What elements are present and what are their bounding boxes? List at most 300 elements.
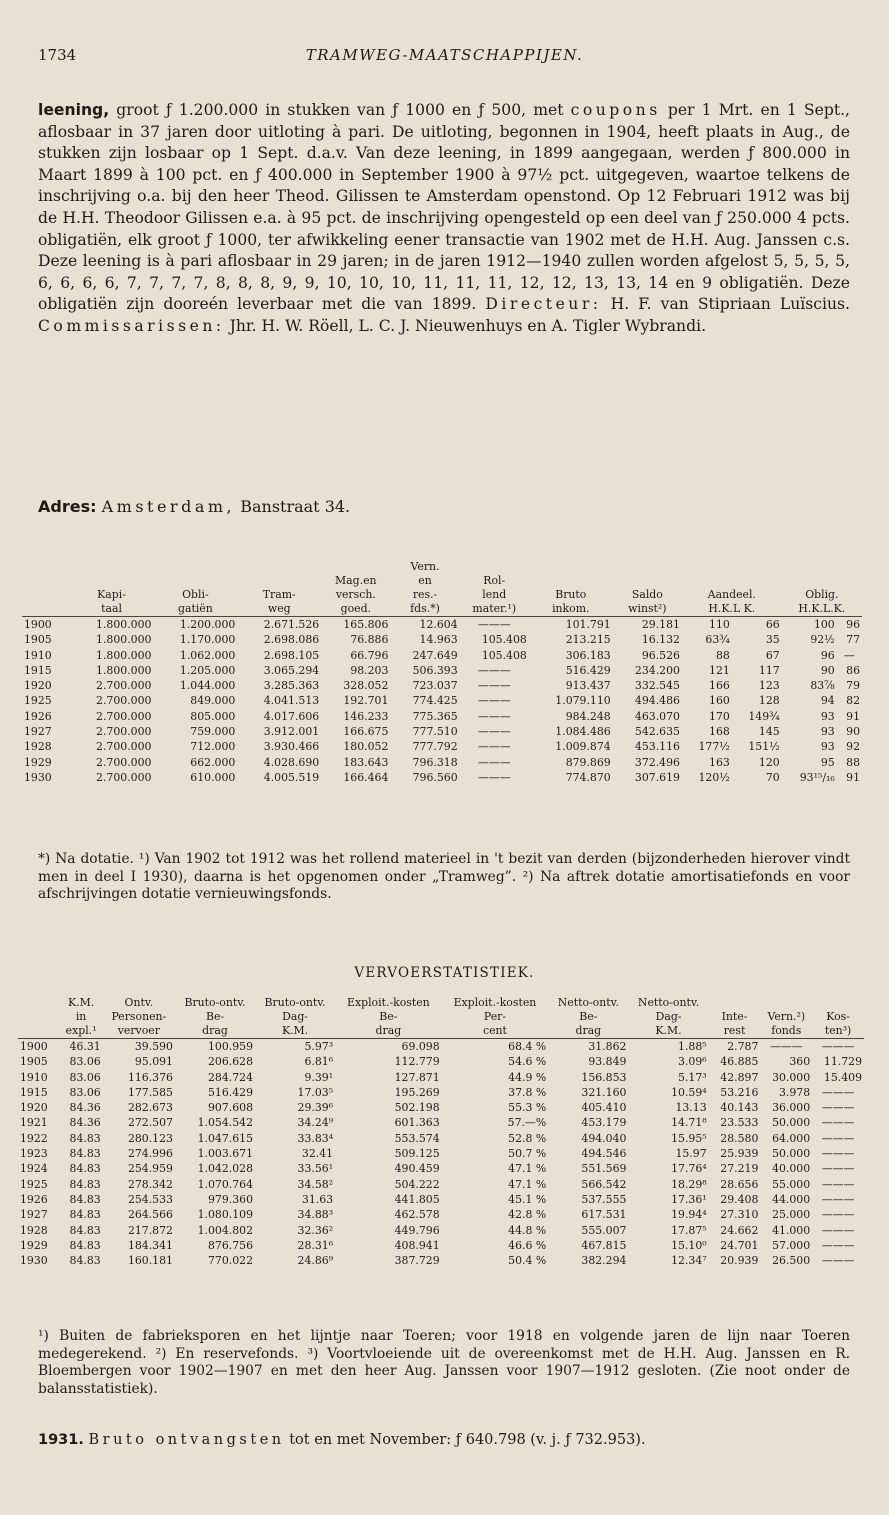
table-cell: 91: [846, 770, 860, 784]
table-cell: 777.510: [412, 725, 458, 739]
table-cell: 1.044.000: [179, 679, 236, 693]
table-cell: 2.700.000: [96, 709, 152, 723]
table-cell: 1.084.486: [555, 725, 611, 739]
table-cell: 542.635: [634, 725, 680, 739]
table-cell: 18.29⁸: [671, 1177, 707, 1191]
table-cell: 46.885: [720, 1055, 759, 1069]
table-cell: 494.546: [581, 1147, 627, 1161]
table-cell: 46.31: [69, 1040, 101, 1053]
table-cell: 3.09⁶: [678, 1055, 707, 1069]
table-cell: 254.959: [127, 1162, 173, 1176]
table-cell: 441.805: [394, 1192, 440, 1206]
row-year: 1915: [24, 663, 52, 677]
footer-spaced: Bruto ontvangsten: [88, 1432, 285, 1448]
table-cell: 4.005.519: [263, 770, 320, 784]
table-cell: 1.170.000: [179, 633, 236, 647]
table-cell: 254.533: [127, 1192, 173, 1206]
table-cell: 28.580: [720, 1131, 759, 1145]
table-cell: 91: [846, 709, 860, 723]
balance_table-column-header: Saldo winst²): [613, 560, 682, 617]
table-cell: 76.886: [350, 633, 389, 647]
table-cell: 1.800.000: [96, 663, 152, 677]
footer-lead: 1931.: [38, 1432, 84, 1448]
traffic_table-row: [18, 1070, 864, 1085]
table-cell: ———: [821, 1162, 855, 1176]
table-cell: 95: [820, 755, 835, 769]
table-cell: 502.198: [394, 1101, 440, 1115]
table-cell: 307.619: [634, 770, 680, 784]
table-cell: 24.86⁹: [297, 1254, 334, 1268]
table-cell: 1.88⁵: [678, 1040, 707, 1053]
balance-table-body: [22, 617, 862, 786]
table-cell: 180.052: [343, 740, 389, 754]
table-cell: 5.17³: [678, 1070, 707, 1084]
table-cell: 83.06: [69, 1070, 101, 1084]
table-cell: 33.83⁴: [297, 1131, 334, 1145]
traffic_table-column-header: Kos- ten³): [812, 996, 864, 1039]
row-year: 1910: [20, 1070, 48, 1084]
table-cell: 100: [813, 618, 835, 631]
table-cell: 50.000: [772, 1147, 811, 1161]
table-cell: 14.71⁸: [671, 1116, 707, 1130]
table-cell: 879.869: [565, 755, 611, 769]
traffic-section-title: VERVOERSTATISTIEK.: [354, 965, 535, 981]
table-cell: 490.459: [394, 1162, 440, 1176]
table-cell: 96.526: [641, 648, 680, 662]
table-cell: 79: [846, 679, 860, 693]
table-cell: 96: [820, 648, 835, 662]
row-year: 1920: [24, 679, 52, 693]
table-cell: 774.425: [412, 694, 458, 708]
traffic-table-body: [18, 1039, 864, 1269]
table-cell: 120: [758, 755, 780, 769]
table-cell: 77: [846, 633, 860, 647]
table-cell: 3.978: [778, 1085, 811, 1099]
table-cell: 10.59⁴: [671, 1085, 707, 1099]
table-cell: 166: [709, 679, 730, 693]
table-cell: 566.542: [581, 1177, 627, 1191]
traffic_table-column-header: K.M. in expl.¹: [59, 996, 102, 1039]
table-cell: 170: [709, 709, 730, 723]
table-cell: 1.800.000: [96, 648, 152, 662]
table-cell: 408.941: [394, 1238, 440, 1252]
table-cell: ———: [821, 1254, 855, 1268]
table-cell: 2.700.000: [96, 740, 152, 754]
page-number: 1734: [38, 46, 77, 64]
table-cell: 284.724: [207, 1070, 254, 1084]
table-cell: 2.671.526: [263, 618, 320, 631]
table-cell: 462.578: [394, 1208, 440, 1222]
table-cell: 5.97³: [304, 1040, 334, 1053]
loan-spaced-1: coupons: [570, 101, 661, 119]
table-cell: 463.070: [634, 709, 680, 723]
table-cell: 1.047.615: [197, 1131, 254, 1145]
table-cell: 17.36¹: [671, 1192, 707, 1206]
table-cell: 95.091: [134, 1055, 173, 1069]
traffic_table-row: [18, 1100, 864, 1115]
balance_table-row: [22, 678, 862, 693]
traffic_table-column-header: Ontv. Personen- vervoer: [103, 996, 175, 1039]
table-cell: 272.507: [127, 1116, 173, 1130]
table-cell: 282.673: [127, 1101, 173, 1115]
table-cell: 92: [846, 740, 860, 754]
table-cell: ———: [821, 1238, 855, 1252]
table-cell: 149¾: [748, 709, 780, 723]
traffic_table-column-header: Bruto-ontv. Dag- K.M.: [255, 996, 335, 1039]
table-cell: 54.6 %: [508, 1055, 547, 1069]
balance_table-row: [22, 770, 862, 785]
table-cell: 1.054.542: [197, 1116, 254, 1130]
table-cell: 82: [846, 694, 860, 708]
table-cell: 35: [765, 633, 780, 647]
address-street: Banstraat 34.: [235, 497, 351, 516]
row-year: 1900: [24, 618, 52, 631]
table-cell: 37.8 %: [508, 1085, 547, 1099]
table-cell: 984.248: [565, 709, 611, 723]
table-cell: 2.698.086: [263, 633, 320, 647]
table-cell: 3.065.294: [263, 663, 320, 677]
loan-paragraph: [38, 100, 850, 338]
table-cell: 796.318: [412, 755, 458, 769]
table-cell: 92½: [810, 633, 835, 647]
table-cell: 34.88³: [297, 1208, 334, 1222]
table-cell: 662.000: [190, 755, 236, 769]
table-cell: 2.698.105: [263, 648, 320, 662]
table-cell: 274.996: [127, 1147, 173, 1161]
table-cell: 979.360: [207, 1192, 254, 1206]
running-title: TRAMWEG-MAATSCHAPPIJEN.: [305, 46, 584, 64]
table-cell: 93: [820, 725, 835, 739]
table-cell: —: [843, 648, 855, 662]
table-cell: 112.779: [394, 1055, 440, 1069]
traffic_table-column-header: Exploit.-kosten Be- drag: [335, 996, 442, 1039]
table-cell: 93: [820, 740, 835, 754]
table-cell: 184.341: [127, 1238, 173, 1252]
table-cell: 537.555: [581, 1192, 627, 1206]
table-cell: 67: [765, 648, 780, 662]
row-year: 1900: [20, 1040, 48, 1053]
loan-spaced-2: Directeur:: [485, 295, 602, 314]
table-cell: 42.8 %: [508, 1208, 547, 1222]
table-cell: 47.1 %: [508, 1162, 547, 1176]
table-cell: 123: [758, 679, 780, 693]
table-cell: 555.007: [581, 1223, 627, 1237]
table-cell: 192.701: [343, 694, 389, 708]
traffic_table-row: [18, 1054, 864, 1069]
table-cell: 770.022: [207, 1254, 254, 1268]
table-cell: 25.939: [720, 1147, 759, 1161]
table-cell: 805.000: [190, 709, 236, 723]
table-cell: 52.8 %: [508, 1131, 547, 1145]
table-cell: 24.662: [720, 1223, 759, 1237]
table-cell: 30.000: [772, 1070, 811, 1084]
table-cell: 516.429: [207, 1085, 254, 1099]
table-cell: 34.58²: [297, 1177, 334, 1191]
table-cell: 25.000: [772, 1208, 811, 1222]
table-cell: 57.000: [772, 1238, 811, 1252]
row-year: 1921: [20, 1116, 48, 1130]
table-cell: 101.791: [565, 618, 611, 631]
row-year: 1930: [24, 770, 52, 784]
row-year: 1920: [20, 1101, 48, 1115]
table-cell: 551.569: [581, 1162, 627, 1176]
table-cell: 494.486: [634, 694, 680, 708]
table-cell: 64.000: [772, 1131, 811, 1145]
table-cell: 913.437: [565, 679, 611, 693]
table-cell: 66: [765, 618, 780, 631]
table-cell: 453.179: [581, 1116, 627, 1130]
balance_table-row: [22, 724, 862, 739]
balance_table-row: [22, 663, 862, 678]
table-cell: 206.628: [207, 1055, 254, 1069]
address-city: Amsterdam,: [101, 497, 236, 516]
table-cell: 2.700.000: [96, 694, 152, 708]
table-cell: ———: [477, 725, 511, 739]
table-cell: 84.36: [69, 1101, 101, 1115]
table-cell: 165.806: [343, 618, 389, 631]
table-cell: ———: [769, 1040, 803, 1053]
table-cell: 234.200: [634, 663, 680, 677]
table-cell: 17.76⁴: [671, 1162, 707, 1176]
table-cell: 116.376: [127, 1070, 173, 1084]
table-cell: 33.56¹: [297, 1162, 334, 1176]
balance_table-row: [22, 693, 862, 708]
table-cell: 775.365: [412, 709, 458, 723]
table-cell: 84.83: [69, 1162, 101, 1176]
table-cell: 29.181: [641, 618, 680, 631]
table-cell: 506.393: [412, 663, 458, 677]
table-cell: 328.052: [343, 679, 389, 693]
address-line: [38, 497, 350, 516]
row-year: 1927: [20, 1208, 48, 1222]
table-cell: 42.897: [720, 1070, 759, 1084]
traffic-table-header: [18, 996, 864, 1039]
row-year: 1926: [24, 709, 52, 723]
balance_table-column-header: Aandeel. H.K.L K.: [682, 560, 782, 617]
traffic_table-column-header: Bruto-ontv. Be- drag: [175, 996, 255, 1039]
table-cell: 44.8 %: [508, 1223, 547, 1237]
table-cell: 29.39⁶: [297, 1101, 334, 1115]
balance_table-row: [22, 632, 862, 647]
table-cell: 84.83: [69, 1177, 101, 1191]
loan-text-3: H. F. van Stipriaan Luïscius.: [601, 295, 850, 314]
table-cell: 90: [846, 725, 860, 739]
traffic_table-row: [18, 1115, 864, 1130]
traffic_table-column-header: Netto-ontv. Dag- K.M.: [628, 996, 708, 1039]
table-cell: 11.729: [823, 1055, 862, 1069]
table-cell: 93: [820, 709, 835, 723]
table-cell: 332.545: [634, 679, 680, 693]
traffic_table-row: [18, 1192, 864, 1207]
table-cell: 16.132: [641, 633, 680, 647]
table-cell: 382.294: [581, 1254, 627, 1268]
table-cell: 4.017.606: [263, 709, 320, 723]
row-year: 1928: [20, 1223, 48, 1237]
table-cell: 494.040: [581, 1131, 627, 1145]
table-cell: 55.3 %: [508, 1101, 547, 1115]
table-cell: 160: [709, 694, 730, 708]
table-cell: 57.—%: [507, 1116, 547, 1130]
table-cell: 83⅞: [810, 679, 835, 693]
balance_table-column-header: Vern. en res.- fds.*): [390, 560, 459, 617]
table-cell: 27.310: [720, 1208, 759, 1222]
balance_table-column-header: Tram- weg: [237, 560, 321, 617]
table-cell: 24.701: [720, 1238, 759, 1252]
table-cell: 20.939: [720, 1254, 759, 1268]
table-cell: 100.959: [207, 1040, 254, 1053]
row-year: 1923: [20, 1147, 48, 1161]
table-cell: ———: [821, 1208, 855, 1222]
table-cell: 14.963: [419, 633, 458, 647]
table-cell: 41.000: [772, 1223, 811, 1237]
traffic_table-row: [18, 1085, 864, 1100]
table-cell: 36.000: [772, 1101, 811, 1115]
row-year: 1929: [24, 755, 52, 769]
table-cell: 601.363: [394, 1116, 440, 1130]
table-cell: ———: [821, 1192, 855, 1206]
table-cell: 3.930.466: [263, 740, 320, 754]
row-year: 1930: [20, 1254, 48, 1268]
row-year: 1924: [20, 1162, 48, 1176]
table-cell: 15.409: [823, 1070, 862, 1084]
table-cell: 40.000: [772, 1162, 811, 1176]
table-cell: 84.83: [69, 1254, 101, 1268]
table-cell: 19.94⁴: [671, 1208, 707, 1222]
table-cell: 93¹⁵/₁₆: [799, 770, 835, 784]
table-cell: 88: [715, 648, 730, 662]
table-cell: 145: [758, 725, 780, 739]
table-cell: ———: [821, 1116, 855, 1130]
table-cell: 12.34⁷: [671, 1254, 707, 1268]
page-header: [38, 46, 851, 74]
table-cell: 3.912.001: [263, 725, 320, 739]
table-cell: 28.31⁶: [297, 1238, 334, 1252]
table-cell: 1.042.028: [197, 1162, 254, 1176]
table-cell: 723.037: [412, 679, 458, 693]
table-cell: 360: [789, 1055, 811, 1069]
balance_table-column-header: Kapi- taal: [70, 560, 154, 617]
table-cell: 183.643: [343, 755, 389, 769]
table-cell: 177.585: [127, 1085, 173, 1099]
footer-text: tot en met November: ƒ 640.798 (v. j. ƒ 732.953).: [284, 1432, 646, 1448]
table-cell: ———: [477, 755, 511, 769]
loan-text-1: groot ƒ 1.200.000 in stukken van ƒ 1000 en ƒ 500, met: [109, 101, 571, 119]
table-cell: 93.849: [588, 1055, 627, 1069]
table-cell: 50.4 %: [508, 1254, 547, 1268]
table-cell: 9.39¹: [304, 1070, 334, 1084]
loan-text-4: Jhr. H. W. Röell, L. C. J. Nieuwenhuys en A. Tigler Wybrandi.: [224, 316, 707, 335]
table-cell: 86: [846, 663, 860, 677]
table-cell: 516.429: [565, 663, 611, 677]
loan-text-2: per 1 Mrt. en 1 Sept., aflosbaar in 37 jaren door uitloting à pari. De uitloting, begonnen in 1904, heeft plaats in Aug., de stukken zijn losbaar op 1 Sept. d.a.v. Van deze leening, in 1899 aangegaan, werden ƒ 800.000 in Maart 1899 à 100 pct. en ƒ 400.000 in September 1900 à 97½ pct. uitgegeven, waartoe telkens de inschrijving o.a. bij den heer Theod. Gilissen te Amsterdam openstond. Op 12 Februari 1912 was bij de H.H. Theodoor Gilissen e.a. à 95 pct. de inschrijving opengesteld op een deel van ƒ 250.000 4 pcts. obligatiën, elk groot ƒ 1000, ter afwikkeling eener transactie van 1902 met de H.H. Aug. Janssen c.s. Deze leening is à pari aflosbaar in 29 jaren; in de jaren 1912—1940 zullen worden afgelost 5, 5, 5, 5, 6, 6, 6, 6, 7, 7, 7, 7, 8, 8, 8, 9, 9, 10, 10, 10, 11, 11, 11, 12, 12, 13, 13, 14 en 9 obligatiën. Deze obligatiën zijn dooreén leverbaar met die van 1899.: [38, 101, 850, 314]
table-cell: 28.656: [720, 1177, 759, 1191]
table-cell: 387.729: [394, 1254, 440, 1268]
traffic-table: [18, 996, 864, 1268]
table-cell: 774.870: [565, 770, 611, 784]
table-cell: 50.7 %: [508, 1147, 547, 1161]
table-cell: 217.872: [127, 1223, 173, 1237]
balance_table-column-header: Bruto inkom.: [529, 560, 613, 617]
row-year: 1927: [24, 725, 52, 739]
table-cell: 84.83: [69, 1238, 101, 1252]
table-cell: 2.700.000: [96, 770, 152, 784]
table-cell: 166.675: [343, 725, 389, 739]
table-cell: ———: [477, 694, 511, 708]
row-year: 1905: [24, 633, 52, 647]
table-cell: 509.125: [394, 1147, 440, 1161]
table-cell: 1.800.000: [96, 618, 152, 631]
table-cell: 907.608: [207, 1101, 254, 1115]
balance_table-row: [22, 617, 862, 633]
row-year: 1929: [20, 1238, 48, 1252]
table-cell: 84.36: [69, 1116, 101, 1130]
table-cell: 98.203: [350, 663, 389, 677]
table-cell: 29.408: [720, 1192, 759, 1206]
table-cell: 553.574: [394, 1131, 440, 1145]
table-cell: 156.853: [581, 1070, 627, 1084]
table-cell: 88: [846, 755, 860, 769]
table-cell: 1.004.802: [197, 1223, 254, 1237]
row-year: 1922: [20, 1131, 48, 1145]
table-cell: 70: [765, 770, 780, 784]
table-cell: 105.408: [481, 648, 527, 662]
table-cell: 105.408: [481, 633, 527, 647]
balance_table-year-header: [22, 560, 70, 617]
table-cell: 372.496: [634, 755, 680, 769]
table-cell: 90: [820, 663, 835, 677]
table-cell: 2.700.000: [96, 679, 152, 693]
table-cell: 84.83: [69, 1147, 101, 1161]
balance-table: [22, 560, 862, 785]
table-cell: 151½: [748, 740, 780, 754]
table-cell: 1.079.110: [555, 694, 611, 708]
row-year: 1915: [20, 1085, 48, 1099]
table-cell: ———: [821, 1131, 855, 1145]
table-cell: 278.342: [127, 1177, 173, 1191]
table-cell: 1.070.764: [197, 1177, 254, 1191]
table-cell: 55.000: [772, 1177, 811, 1191]
table-cell: 4.028.690: [263, 755, 320, 769]
row-year: 1925: [20, 1177, 48, 1191]
table-cell: 34.24⁹: [297, 1116, 334, 1130]
table-cell: 777.792: [412, 740, 458, 754]
table-cell: 31.63: [301, 1192, 334, 1206]
table-cell: 264.566: [127, 1208, 173, 1222]
table-cell: 1.062.000: [179, 648, 236, 662]
balance_table-row: [22, 739, 862, 754]
table-cell: ———: [821, 1085, 855, 1099]
table-cell: 2.700.000: [96, 755, 152, 769]
table-cell: 146.233: [343, 709, 389, 723]
table-cell: 280.123: [127, 1131, 173, 1145]
table-cell: 15.10⁰: [671, 1238, 707, 1252]
table-cell: 31.862: [588, 1040, 627, 1053]
loan-spaced-3: Commissarissen:: [38, 316, 225, 335]
traffic_table-row: [18, 1131, 864, 1146]
table-cell: 94: [820, 694, 835, 708]
table-cell: 27.219: [720, 1162, 759, 1176]
traffic_table-row: [18, 1146, 864, 1161]
table-cell: 1.080.109: [197, 1208, 254, 1222]
table-cell: ———: [477, 679, 511, 693]
table-cell: 405.410: [581, 1101, 627, 1115]
table-cell: 17.03⁵: [297, 1085, 334, 1099]
balance-footnote: *) Na dotatie. ¹) Van 1902 tot 1912 was het rollend materieel in 't bezit van derden (bijzonderheden hierover vindt men in deel I 1930), daarna is het opgenomen onder „Tramweg”. ²) Na aftrek dotatie amortisatiefonds en voor afschrijvingen dotatie vernieuwingsfonds.: [38, 851, 850, 902]
traffic_table-row: [18, 1253, 864, 1268]
table-cell: 117: [758, 663, 780, 677]
row-year: 1925: [24, 694, 52, 708]
table-cell: 3.285.363: [263, 679, 320, 693]
